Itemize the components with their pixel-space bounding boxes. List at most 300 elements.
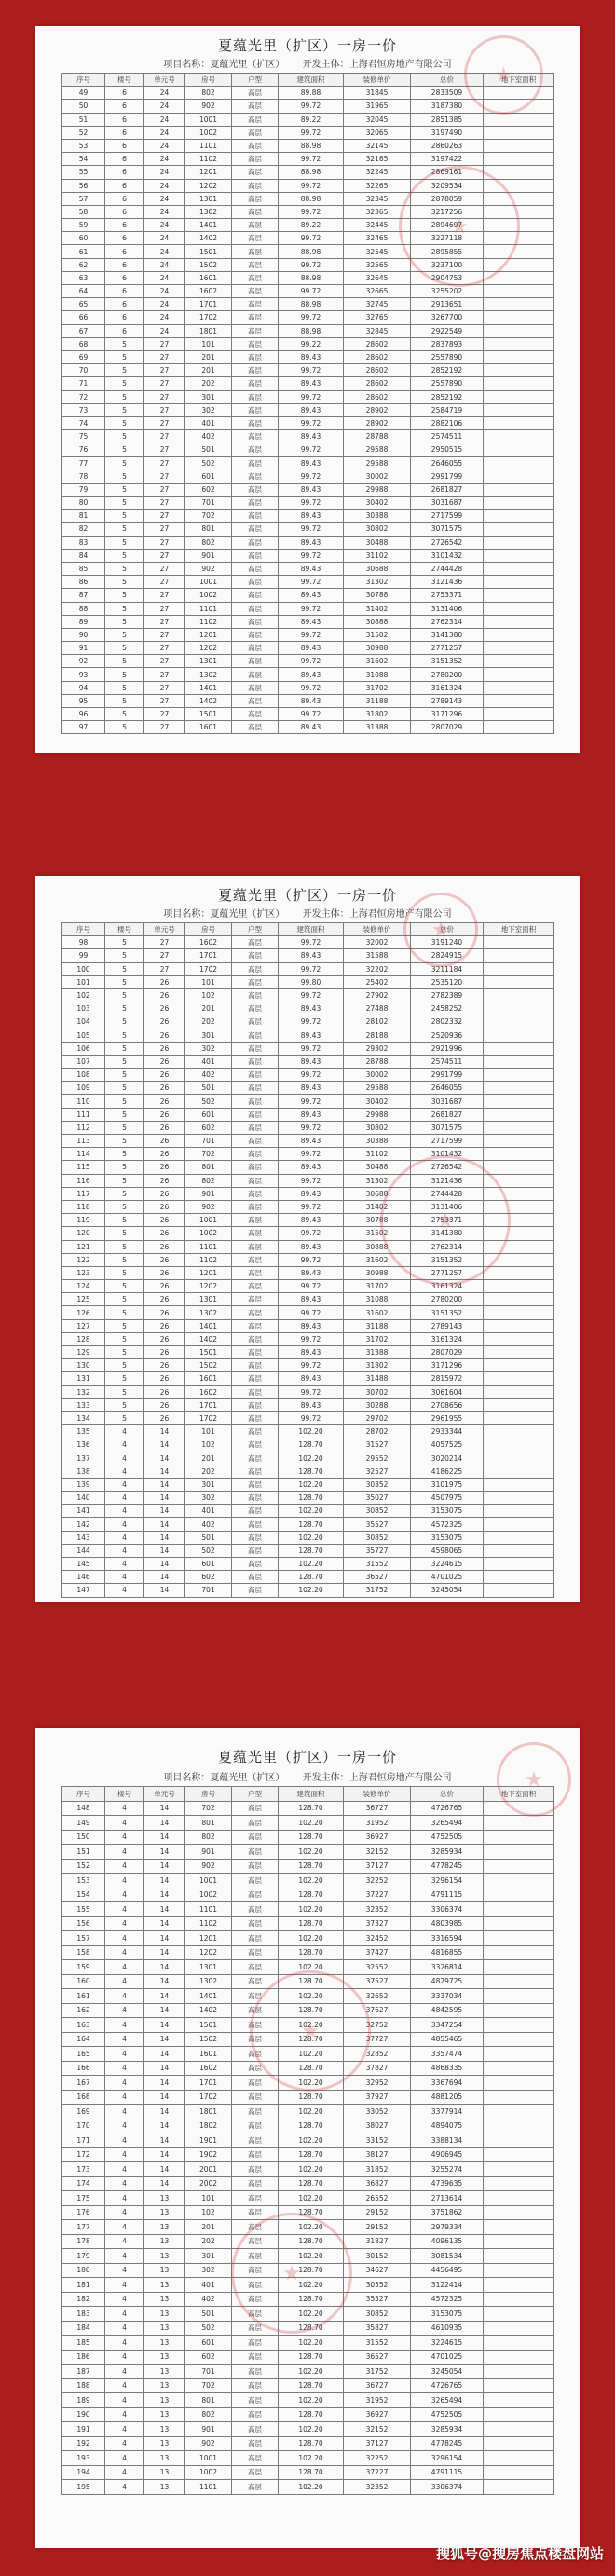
table-cell: 121 [62, 1240, 105, 1253]
table-cell: 高层 [232, 589, 279, 602]
table-row [62, 1974, 554, 1989]
table-row [62, 615, 554, 628]
table-cell [484, 1531, 554, 1544]
table-cell: 1502 [185, 1359, 232, 1372]
table-cell: 89.43 [279, 589, 344, 602]
table-cell: 4906945 [411, 2147, 484, 2162]
table-cell: 127 [62, 1319, 105, 1332]
table-cell: 128.70 [279, 1888, 344, 1902]
table-cell: 高层 [232, 1801, 279, 1816]
table-cell: 32152 [344, 1845, 411, 1860]
table-row [62, 2047, 554, 2062]
table-cell: 89 [62, 615, 105, 628]
table-cell: 高层 [232, 1055, 279, 1068]
table-cell [484, 1306, 554, 1319]
table-cell: 4 [105, 2480, 144, 2495]
table-cell: 31965 [344, 100, 411, 113]
table-cell: 173 [62, 2162, 105, 2177]
table-cell: 27 [144, 655, 185, 668]
table-cell: 5 [105, 1108, 144, 1121]
table-row [62, 87, 554, 100]
table-cell: 高层 [232, 988, 279, 1002]
sheet-title: 夏蕴光里（扩区）一房一价 [217, 37, 397, 54]
table-cell [484, 2480, 554, 2495]
table-cell: 27 [144, 337, 185, 350]
table-cell: 高层 [232, 153, 279, 166]
table-cell: 4 [105, 2336, 144, 2351]
table-cell: 89.43 [279, 1082, 344, 1095]
table-cell: 29988 [344, 483, 411, 496]
table-cell [484, 166, 554, 179]
table-cell: 高层 [232, 1293, 279, 1306]
table-cell: 高层 [232, 416, 279, 429]
table-cell: 27 [144, 602, 185, 615]
table-cell: 4726765 [411, 1801, 484, 1816]
table-cell: 13 [144, 2220, 185, 2235]
table-cell: 高层 [232, 2350, 279, 2365]
table-cell [484, 1042, 554, 1055]
table-cell [484, 139, 554, 152]
table-cell: 高层 [232, 642, 279, 655]
table-cell: 88.98 [279, 139, 344, 152]
table-cell: 1002 [185, 1888, 232, 1902]
table-cell: 高层 [232, 668, 279, 681]
table-cell: 4 [105, 2105, 144, 2119]
price-sheet-3 [35, 1728, 580, 2548]
table-cell: 201 [185, 2220, 232, 2235]
table-cell: 高层 [232, 100, 279, 113]
table-cell: 3153075 [411, 2307, 484, 2322]
watermark-text: 搜狐号@搜房焦点楼盘网站 [435, 2545, 604, 2562]
table-cell: 1501 [185, 2018, 232, 2033]
table-cell: 2535120 [411, 975, 484, 988]
table-cell: 3151352 [411, 1253, 484, 1266]
table-cell: 26 [144, 1002, 185, 1015]
table-cell: 102.20 [279, 1425, 344, 1438]
table-cell: 402 [185, 1069, 232, 1082]
table-row [62, 2076, 554, 2091]
table-row [62, 2321, 554, 2336]
table-cell: 29702 [344, 1411, 411, 1424]
table-cell [484, 1346, 554, 1359]
table-cell: 高层 [232, 628, 279, 641]
table-cell: 99.72 [279, 681, 344, 694]
table-cell: 89.43 [279, 562, 344, 575]
table-cell: 30888 [344, 615, 411, 628]
table-cell: 1701 [185, 2076, 232, 2091]
column-header: 建筑面积 [279, 74, 344, 87]
table-cell: 4 [105, 2147, 144, 2162]
table-cell: 1101 [185, 1902, 232, 1917]
table-cell: 702 [185, 2378, 232, 2393]
table-cell: 145 [62, 1558, 105, 1571]
table-cell: 14 [144, 1801, 185, 1816]
sheet-subtitle [35, 56, 580, 70]
table-cell: 高层 [232, 1830, 279, 1845]
table-row [62, 694, 554, 707]
price-table [62, 1786, 554, 2495]
table-cell: 902 [185, 2436, 232, 2451]
table-cell: 31388 [344, 721, 411, 734]
table-row [62, 949, 554, 962]
table-cell: 3751862 [411, 2205, 484, 2220]
table-cell: 30488 [344, 1161, 411, 1174]
table-row [62, 430, 554, 443]
table-cell: 4 [105, 2278, 144, 2293]
table-cell: 高层 [232, 457, 279, 470]
table-cell: 5 [105, 1015, 144, 1029]
column-header: 序号 [62, 74, 105, 87]
table-cell: 高层 [232, 1902, 279, 1917]
table-cell [484, 364, 554, 377]
table-cell: 30488 [344, 536, 411, 549]
table-cell: 702 [185, 1148, 232, 1161]
table-cell: 24 [144, 192, 185, 205]
table-cell: 32545 [344, 245, 411, 258]
table-cell: 28188 [344, 1029, 411, 1042]
table-cell [484, 2133, 554, 2148]
table-row [62, 192, 554, 205]
table-cell [484, 1801, 554, 1816]
table-cell: 105 [62, 1029, 105, 1042]
table-cell: 14 [144, 1902, 185, 1917]
table-row [62, 2292, 554, 2307]
table-cell: 27 [144, 642, 185, 655]
table-cell: 102.20 [279, 1816, 344, 1831]
table-cell: 168 [62, 2090, 105, 2105]
table-cell: 30288 [344, 1398, 411, 1411]
table-cell: 101 [185, 2191, 232, 2206]
table-cell: 102.20 [279, 2422, 344, 2437]
table-row [62, 1902, 554, 1917]
table-cell: 高层 [232, 549, 279, 562]
table-cell: 26 [144, 1240, 185, 1253]
table-cell: 99.72 [279, 126, 344, 139]
table-cell: 4778245 [411, 1859, 484, 1874]
table-cell: 2681827 [411, 483, 484, 496]
table-cell: 4 [105, 2365, 144, 2379]
table-cell: 2782389 [411, 988, 484, 1002]
table-cell [484, 1332, 554, 1345]
table-cell: 高层 [232, 1240, 279, 1253]
table-cell: 3388134 [411, 2133, 484, 2148]
table-cell: 89.43 [279, 642, 344, 655]
table-cell: 30688 [344, 562, 411, 575]
table-cell: 128.70 [279, 1974, 344, 1989]
table-cell: 1802 [185, 2119, 232, 2133]
table-cell: 高层 [232, 1411, 279, 1424]
table-cell: 5 [105, 708, 144, 721]
table-cell: 1301 [185, 1293, 232, 1306]
table-cell: 13 [144, 2292, 185, 2307]
table-cell: 26 [144, 1069, 185, 1082]
table-cell: 3285934 [411, 1845, 484, 1860]
table-cell: 高层 [232, 2234, 279, 2249]
table-cell: 27 [144, 562, 185, 575]
table-cell: 13 [144, 2307, 185, 2322]
table-cell: 4096135 [411, 2234, 484, 2249]
table-cell: 4 [105, 1492, 144, 1505]
table-cell [484, 2032, 554, 2047]
table-cell: 152 [62, 1859, 105, 1874]
table-cell: 32345 [344, 192, 411, 205]
table-cell: 高层 [232, 2378, 279, 2393]
table-cell: 4 [105, 2220, 144, 2235]
table-cell: 27 [144, 510, 185, 523]
table-cell: 高层 [232, 1558, 279, 1571]
table-cell: 高层 [232, 1359, 279, 1372]
table-row [62, 1888, 554, 1902]
table-cell: 88.98 [279, 324, 344, 337]
table-cell: 99.72 [279, 1227, 344, 1240]
table-cell [484, 589, 554, 602]
table-row [62, 975, 554, 988]
table-cell: 65 [62, 298, 105, 311]
table-cell: 高层 [232, 350, 279, 363]
table-cell: 30552 [344, 2278, 411, 2293]
table-cell [484, 2191, 554, 2206]
table-cell [484, 205, 554, 218]
table-cell: 128.70 [279, 1571, 344, 1584]
table-cell: 24 [144, 179, 185, 192]
table-cell: 99.72 [279, 416, 344, 429]
table-cell: 32765 [344, 311, 411, 324]
table-cell: 30888 [344, 1240, 411, 1253]
table-cell: 88.98 [279, 298, 344, 311]
table-cell: 165 [62, 2047, 105, 2062]
table-cell: 5 [105, 510, 144, 523]
sheet-subtitle [35, 906, 580, 920]
table-cell [484, 1830, 554, 1845]
table-cell [484, 1518, 554, 1531]
table-cell [484, 126, 554, 139]
table-cell: 2961955 [411, 1411, 484, 1424]
table-cell [484, 1874, 554, 1888]
table-cell: 14 [144, 1505, 185, 1518]
table-cell [484, 949, 554, 962]
table-cell: 5 [105, 655, 144, 668]
table-cell: 1302 [185, 1306, 232, 1319]
table-cell: 33152 [344, 2133, 411, 2148]
table-cell [484, 2018, 554, 2033]
table-cell: 93 [62, 668, 105, 681]
table-cell: 3161324 [411, 1280, 484, 1293]
table-cell: 30852 [344, 2307, 411, 2322]
table-cell: 高层 [232, 139, 279, 152]
table-row [62, 2176, 554, 2191]
table-cell: 13 [144, 2407, 185, 2422]
table-cell: 3071575 [411, 1121, 484, 1134]
table-row [62, 562, 554, 575]
table-cell: 99.72 [279, 1385, 344, 1398]
table-cell: 6 [105, 324, 144, 337]
table-cell: 401 [185, 1505, 232, 1518]
table-cell: 28788 [344, 1055, 411, 1068]
table-cell: 高层 [232, 2249, 279, 2264]
table-cell: 37227 [344, 1888, 411, 1902]
table-cell: 86 [62, 576, 105, 589]
table-row [62, 1452, 554, 1465]
table-cell: 2789143 [411, 694, 484, 707]
table-cell: 1101 [185, 602, 232, 615]
table-header [62, 923, 554, 936]
table-cell: 31702 [344, 1332, 411, 1345]
table-cell: 111 [62, 1108, 105, 1121]
table-cell: 102.20 [279, 1931, 344, 1946]
table-cell: 5 [105, 602, 144, 615]
table-cell: 99.72 [279, 153, 344, 166]
table-cell: 29152 [344, 2205, 411, 2220]
table-cell [484, 1385, 554, 1398]
table-cell: 1001 [185, 113, 232, 126]
table-cell: 24 [144, 153, 185, 166]
table-cell: 146 [62, 1571, 105, 1584]
table-cell: 26 [144, 1227, 185, 1240]
header-row [62, 923, 554, 936]
table-cell: 202 [185, 377, 232, 390]
table-cell [484, 1253, 554, 1266]
table-cell: 6 [105, 179, 144, 192]
table-cell: 高层 [232, 87, 279, 100]
table-cell [484, 1931, 554, 1946]
table-cell: 5 [105, 1253, 144, 1266]
table-cell: 31502 [344, 1227, 411, 1240]
table-cell: 4 [105, 2234, 144, 2249]
table-cell: 2708656 [411, 1398, 484, 1411]
table-cell: 5 [105, 1187, 144, 1200]
table-cell: 高层 [232, 2162, 279, 2177]
column-header: 装修单价 [344, 923, 411, 936]
table-cell: 4 [105, 2032, 144, 2047]
table-row [62, 936, 554, 949]
table-cell: 128.70 [279, 2378, 344, 2393]
table-cell: 103 [62, 1002, 105, 1015]
table-cell: 27 [144, 377, 185, 390]
table-cell: 128.70 [279, 2263, 344, 2278]
table-cell: 4 [105, 2191, 144, 2206]
table-cell: 901 [185, 1187, 232, 1200]
table-row [62, 2378, 554, 2393]
table-cell: 99.72 [279, 443, 344, 457]
table-cell: 35027 [344, 1492, 411, 1505]
table-cell: 3224615 [411, 2336, 484, 2351]
table-cell [484, 403, 554, 416]
table-cell: 27902 [344, 988, 411, 1002]
table-cell: 2807029 [411, 1346, 484, 1359]
table-cell: 32952 [344, 2076, 411, 2091]
table-cell: 6 [105, 311, 144, 324]
table-row [62, 1266, 554, 1279]
table-cell: 2713614 [411, 2191, 484, 2206]
table-cell: 99.72 [279, 1095, 344, 1108]
table-cell: 4 [105, 2465, 144, 2480]
table-cell: 高层 [232, 1438, 279, 1452]
table-cell: 4 [105, 1916, 144, 1931]
table-cell: 89.43 [279, 1398, 344, 1411]
table-cell: 174 [62, 2176, 105, 2191]
table-cell: 128.70 [279, 2234, 344, 2249]
table-cell: 3122414 [411, 2278, 484, 2293]
table-cell: 27 [144, 681, 185, 694]
table-cell: 801 [185, 1816, 232, 1831]
table-row [62, 2350, 554, 2365]
table-cell: 4842595 [411, 2003, 484, 2018]
table-cell: 4456495 [411, 2263, 484, 2278]
table-cell: 5 [105, 975, 144, 988]
table-cell [484, 1015, 554, 1029]
table-row [62, 1960, 554, 1975]
table-cell: 99.72 [279, 1253, 344, 1266]
table-cell: 14 [144, 1845, 185, 1860]
table-cell: 28902 [344, 416, 411, 429]
table-cell: 96 [62, 708, 105, 721]
table-cell [484, 350, 554, 363]
table-cell: 4 [105, 2292, 144, 2307]
table-cell: 5 [105, 337, 144, 350]
table-cell: 24 [144, 126, 185, 139]
table-cell: 高层 [232, 2307, 279, 2322]
table-cell [484, 975, 554, 988]
table-cell: 26 [144, 1306, 185, 1319]
table-cell: 29552 [344, 1452, 411, 1465]
table-cell: 99.72 [279, 1411, 344, 1424]
table-cell: 高层 [232, 975, 279, 988]
table-cell: 89.43 [279, 536, 344, 549]
table-row [62, 1069, 554, 1082]
table-cell [484, 2234, 554, 2249]
table-cell: 30852 [344, 1531, 411, 1544]
table-cell: 125 [62, 1293, 105, 1306]
table-cell: 高层 [232, 377, 279, 390]
table-cell: 102.20 [279, 2047, 344, 2062]
table-cell: 701 [185, 2365, 232, 2379]
table-cell: 189 [62, 2393, 105, 2408]
table-cell: 4881205 [411, 2090, 484, 2105]
table-cell: 高层 [232, 1135, 279, 1148]
table-cell: 高层 [232, 1916, 279, 1931]
table-row [62, 1293, 554, 1306]
table-cell: 1302 [185, 668, 232, 681]
price-table [62, 922, 554, 1598]
table-cell: 1002 [185, 1227, 232, 1240]
table-cell: 高层 [232, 2336, 279, 2351]
table-cell: 27 [144, 497, 185, 510]
table-cell: 29302 [344, 1042, 411, 1055]
table-cell: 66 [62, 311, 105, 324]
table-cell: 高层 [232, 430, 279, 443]
table-cell: 27 [144, 615, 185, 628]
table-cell: 4 [105, 1571, 144, 1584]
table-cell: 27488 [344, 1002, 411, 1015]
table-cell: 99.72 [279, 628, 344, 641]
table-cell: 3237100 [411, 258, 484, 271]
table-cell [484, 2436, 554, 2451]
table-cell: 高层 [232, 2205, 279, 2220]
table-cell: 1301 [185, 1960, 232, 1975]
table-cell: 高层 [232, 1306, 279, 1319]
table-cell: 901 [185, 2422, 232, 2437]
table-cell: 5 [105, 1332, 144, 1345]
table-cell: 37727 [344, 2032, 411, 2047]
table-row [62, 113, 554, 126]
table-cell: 4752505 [411, 1830, 484, 1845]
table-cell: 32445 [344, 219, 411, 232]
table-cell: 高层 [232, 1571, 279, 1584]
table-cell: 6 [105, 139, 144, 152]
table-cell [484, 1558, 554, 1571]
table-row [62, 470, 554, 483]
table-row [62, 457, 554, 470]
